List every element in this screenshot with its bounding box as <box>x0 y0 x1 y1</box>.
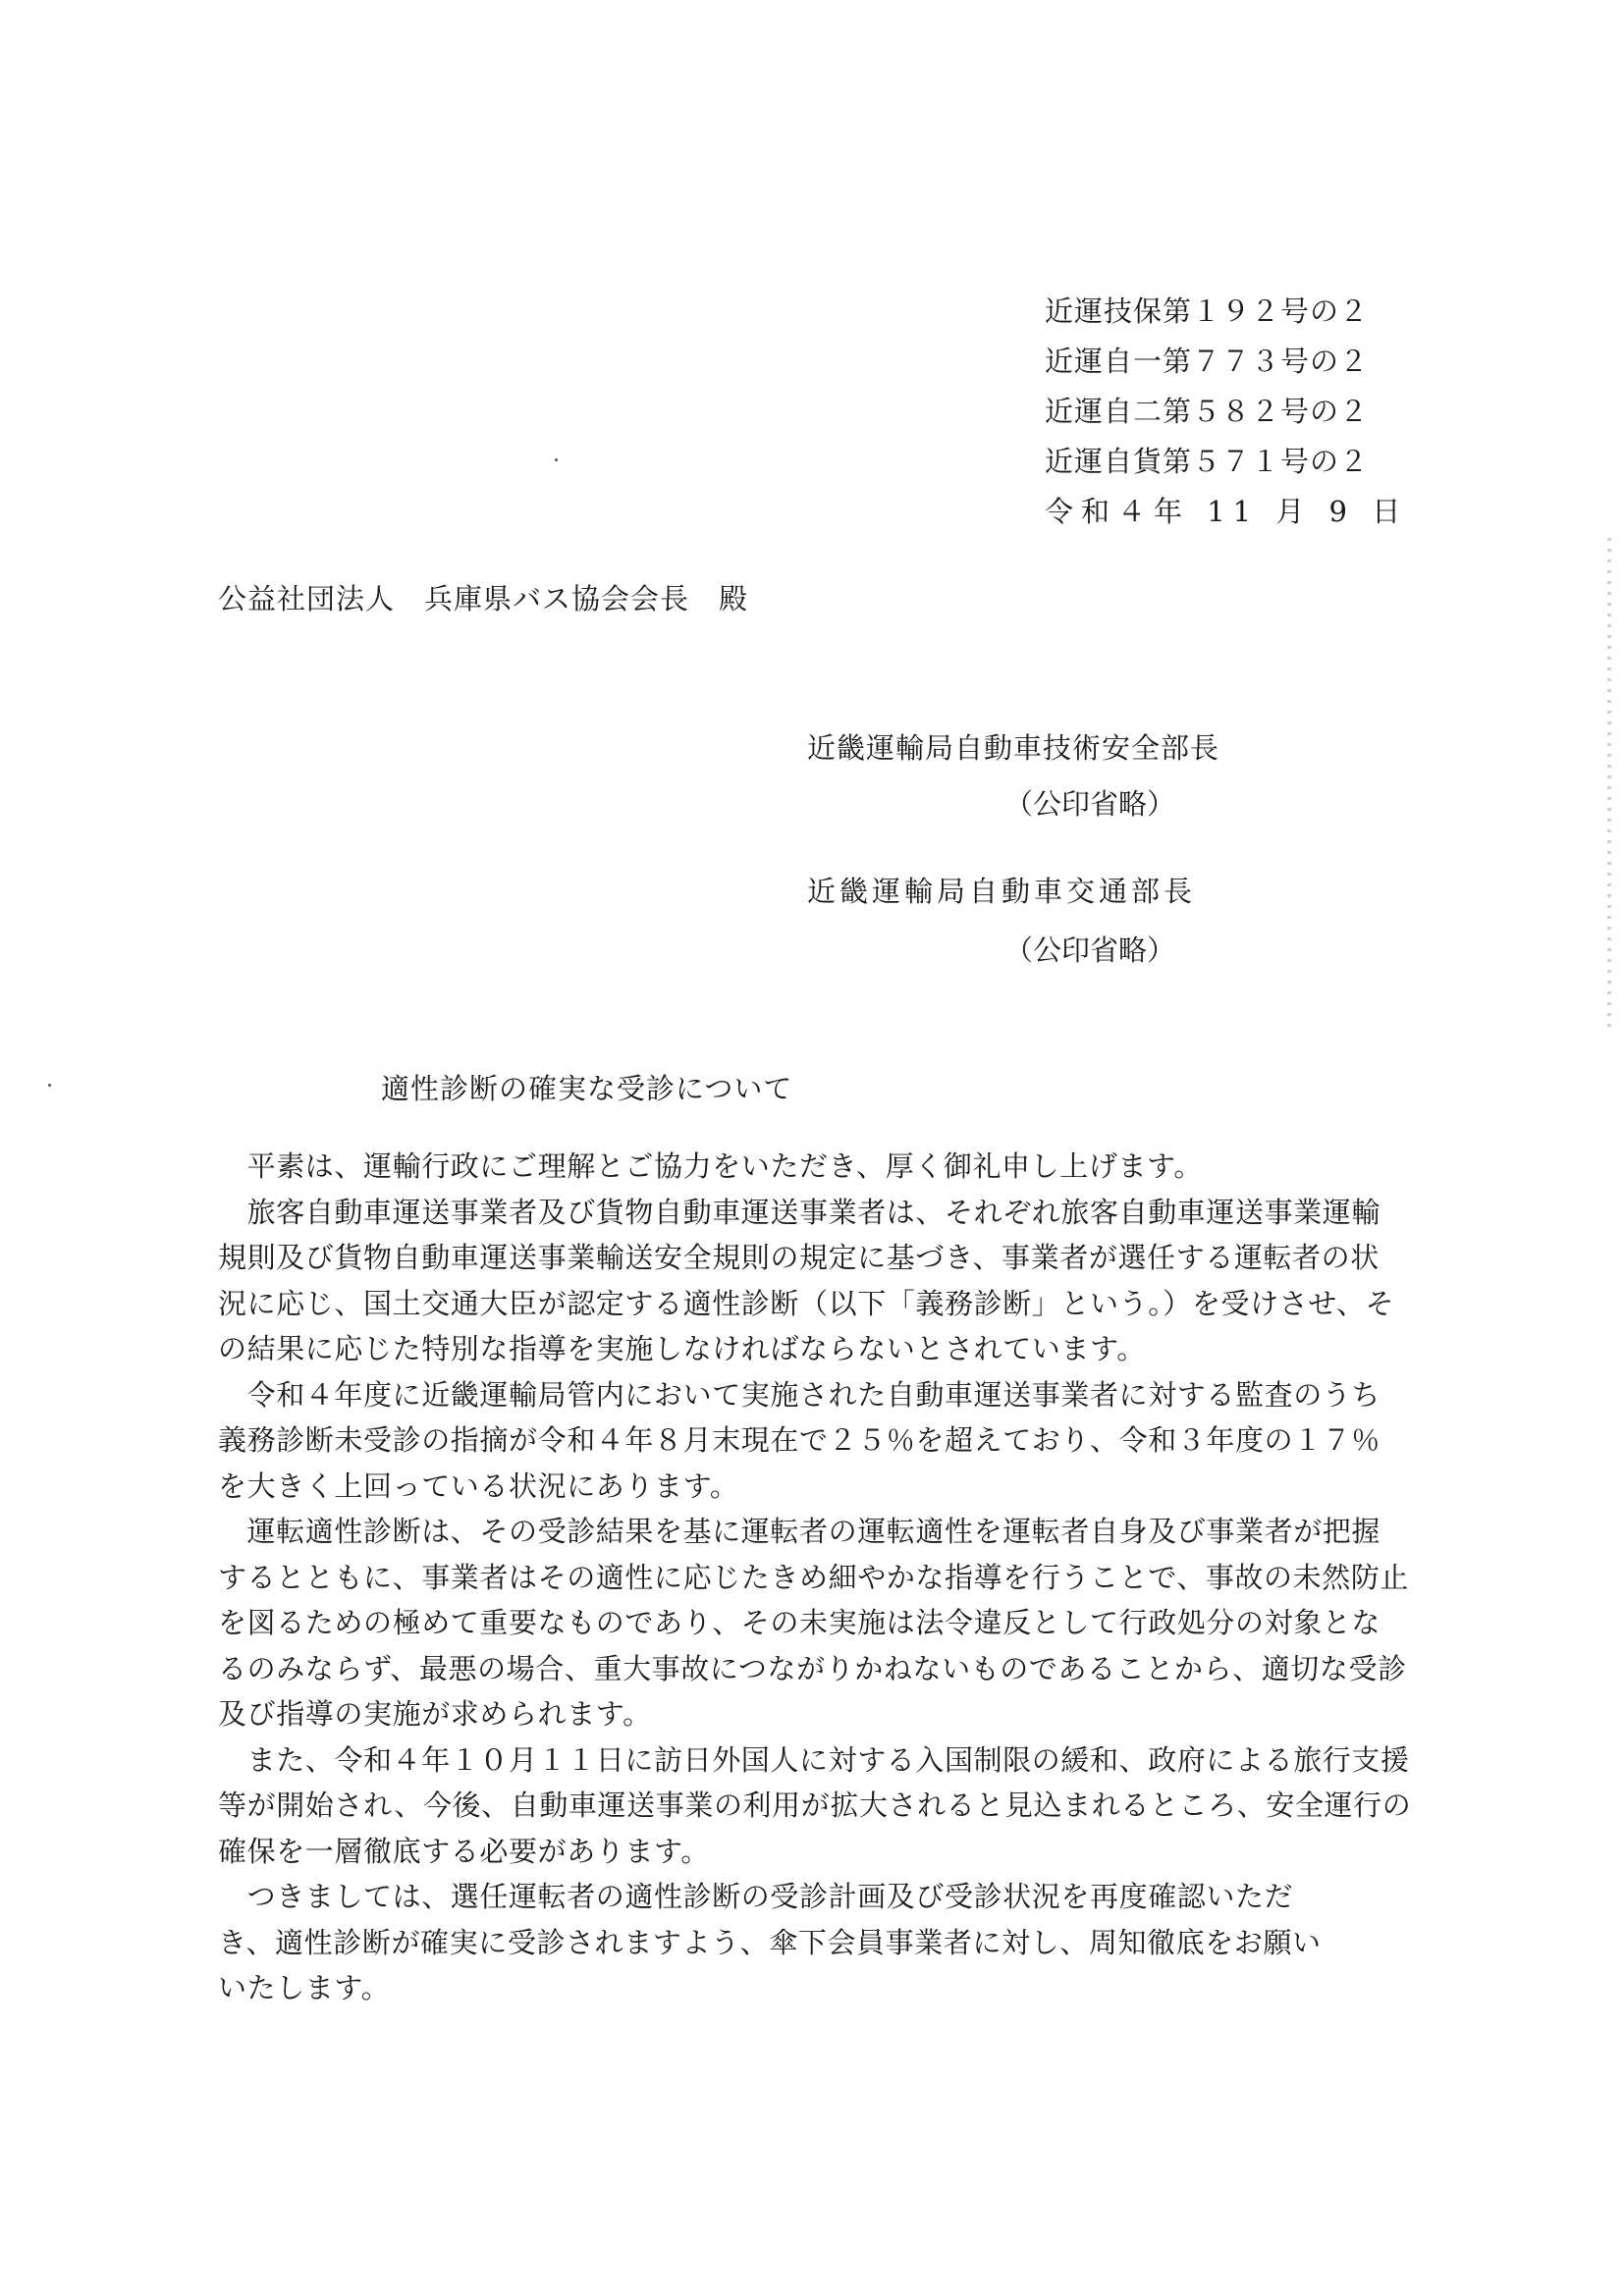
reference-number: 近運自貨第５７１号の２ <box>1045 445 1370 478</box>
body-line: 等が開始され、今後、自動車運送事業の利用が拡大されると見込まれるところ、安全運行の <box>218 1789 1412 1822</box>
body-line: 運転適性診断は、その受診結果を基に運転者の運転適性を運転者自身及び事業者が把握 <box>218 1515 1381 1548</box>
addressee: 公益社団法人 兵庫県バス協会会長 殿 <box>218 582 749 615</box>
body-line: 規則及び貨物自動車運送事業輸送安全規則の規定に基づき、事業者が選任する運転者の状 <box>218 1241 1380 1274</box>
body-line: 及び指導の実施が求められます。 <box>218 1697 652 1731</box>
body-line: 況に応じ、国土交通大臣が認定する適性診断（以下「義務診断」という。）を受けさせ、そ <box>218 1286 1395 1320</box>
seal-omitted-note: （公印省略） <box>1004 934 1176 967</box>
subject-heading: 適性診断の確実な受診について <box>381 1072 793 1105</box>
reference-number: 近運自一第７７３号の２ <box>1045 345 1370 378</box>
body-line: を大きく上回っている状況にあります。 <box>218 1468 739 1503</box>
scan-speck <box>555 458 558 461</box>
sender-title: 近畿運輸局自動車交通部長 <box>807 875 1197 908</box>
reference-number: 近運自二第５８２号の２ <box>1045 395 1370 428</box>
body-line: 旅客自動車運送事業者及び貨物自動車運送事業者は、それぞれ旅客自動車運送事業運輸 <box>218 1195 1381 1229</box>
body-line: るのみならず、最悪の場合、重大事故につながりかねないものであることから、適切な受診 <box>218 1651 1407 1685</box>
seal-omitted-note: （公印省略） <box>1004 787 1176 821</box>
body-line: の結果に応じた特別な指導を実施しなければならないとされています。 <box>218 1332 1146 1365</box>
body-line: するとともに、事業者はその適性に応じたきめ細やかな指導を行うことで、事故の未然防止 <box>218 1560 1410 1594</box>
body-line: 平素は、運輸行政にご理解とご協力をいただき、厚く御礼申し上げます。 <box>218 1149 1203 1183</box>
body-line: 義務診断未受診の指摘が令和４年８月末現在で２５％を超えており、令和３年度の１７％ <box>218 1423 1381 1457</box>
reference-number: 近運技保第１９２号の２ <box>1045 294 1370 328</box>
body-line: いたします。 <box>218 1971 391 2004</box>
body-line: つきましては、選任運転者の適性診断の受診計画及び受診状況を再度確認いただ <box>218 1880 1294 1913</box>
scan-edge-marks <box>1607 538 1611 1029</box>
body-line: 令和４年度に近畿運輸局管内において実施された自動車運送事業者に対する監査のうち <box>218 1377 1381 1412</box>
body-text <box>218 1144 1412 2011</box>
body-line: また、令和４年１０月１１日に訪日外国人に対する入国制限の緩和、政府による旅行支援 <box>218 1742 1410 1777</box>
sender-title: 近畿運輸局自動車技術安全部長 <box>807 731 1220 765</box>
scan-speck <box>48 1084 51 1087</box>
body-line: を図るための極めて重要なものであり、その未実施は法令違反として行政処分の対象とな <box>218 1606 1381 1639</box>
body-line: 確保を一層徹底する必要があります。 <box>218 1834 710 1868</box>
body-line: き、適性診断が確実に受診されますよう、傘下会員事業者に対し、周知徹底をお願い <box>218 1925 1322 1959</box>
reference-number-block <box>1045 287 1408 537</box>
document-date: 令和４年 11 月 9 日 <box>1045 495 1409 528</box>
